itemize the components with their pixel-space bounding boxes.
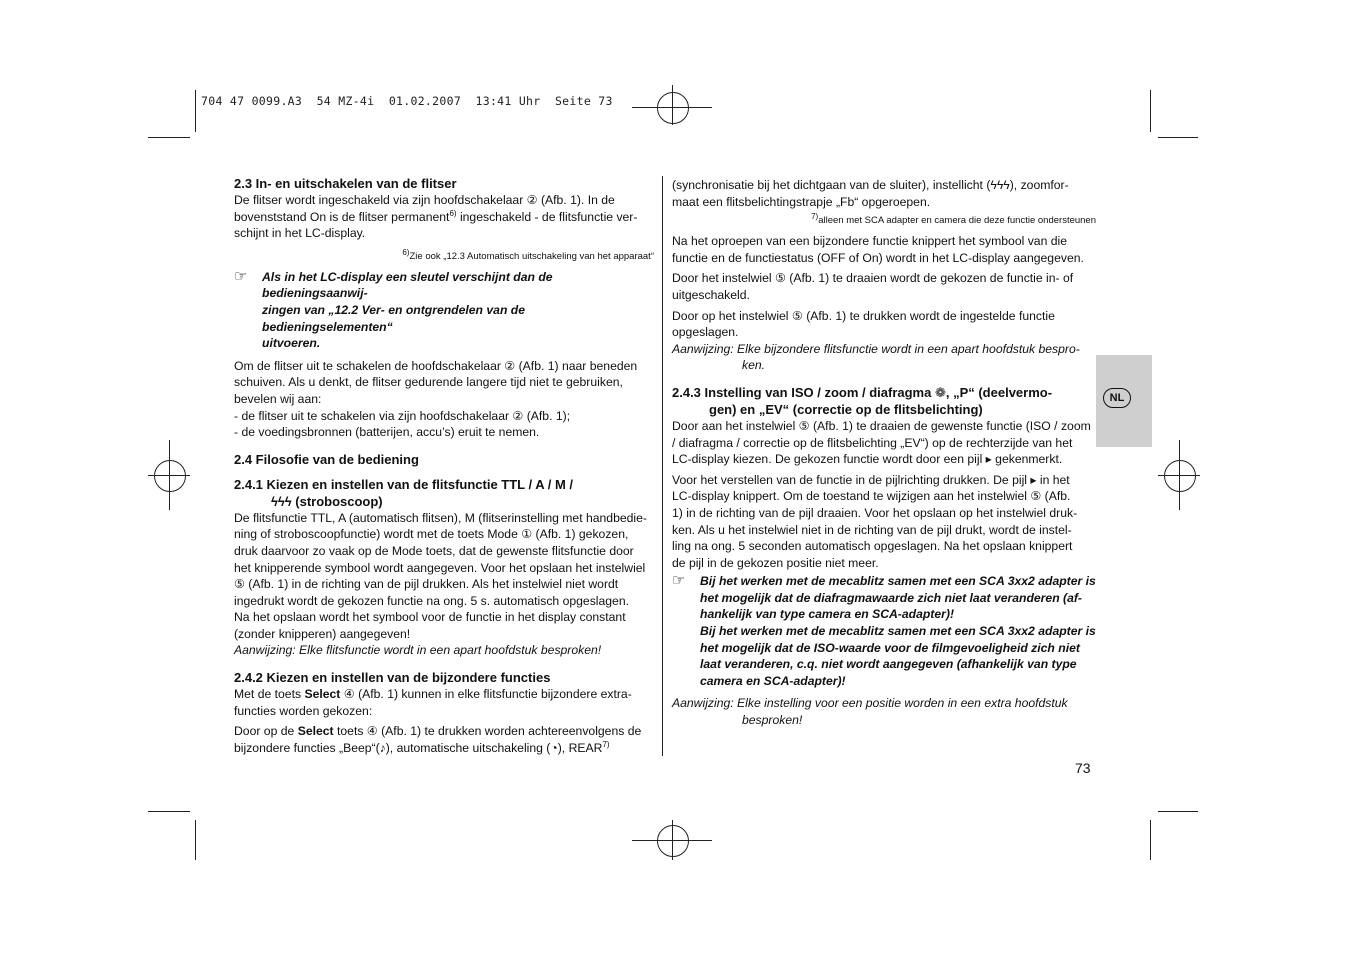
crop-mark bbox=[195, 820, 196, 860]
registration-mark-left bbox=[148, 440, 190, 510]
note-line: Aanwijzing: Elke bijzondere flitsfunctie wordt in een apart hoofdstuk bespro- bbox=[672, 341, 1080, 356]
text-line: Door het instelwiel ⑤ (Afb. 1) te draaien wordt de gekozen de functie in- of bbox=[672, 271, 1074, 286]
crop-mark bbox=[1158, 137, 1198, 138]
text-line: opgeslagen. bbox=[672, 325, 739, 340]
text-line: druk daarvoor zo vaak op de Mode toets, dat de gewenste flitsfunctie door bbox=[234, 543, 634, 558]
text-line: Om de flitser uit te schakelen de hoofdschakelaar ② (Afb. 1) naar beneden bbox=[234, 358, 638, 373]
text-line: schuiven. Als u denkt, de flitser gedurende langere tijd niet te gebruiken, bbox=[234, 375, 623, 390]
crop-mark bbox=[1150, 820, 1151, 860]
text-line: / diafragma / correctie op de flitsbelichting „EV“) op de rechterzijde van het bbox=[672, 435, 1073, 450]
subsection-heading: 2.4.2 Kiezen en instellen van de bijzondere functies bbox=[234, 670, 551, 686]
text-line: LC-display knippert. Om de toestand te wijzigen aan het instelwiel ⑤ (Afb. bbox=[672, 489, 1071, 504]
text-line: Na het oproepen van een bijzondere functie knippert het symbool van die bbox=[672, 234, 1067, 249]
text-line: Na het opslaan wordt het symbool voor de functie in het display constant bbox=[234, 610, 626, 625]
note-line: Aanwijzing: Elke instelling voor een positie worden in een extra hoofdstuk bbox=[672, 696, 1068, 711]
text-line: (synchronisatie bij het dichtgaan van de sluiter), instellicht (ϟϟϟ), zoomfor- bbox=[672, 178, 1069, 192]
print-header: 704 47 0099.A3 54 MZ-4i 01.02.2007 13:41 Uhr Seite 73 bbox=[201, 94, 613, 108]
text-line: functie en de functiestatus (OFF of On) wordt in het LC-display aangegeven. bbox=[672, 250, 1084, 265]
text-line: - de flitser uit te schakelen via zijn hoofdschakelaar ② (Afb. 1); bbox=[234, 408, 571, 423]
registration-mark-top bbox=[632, 85, 712, 125]
note-line: besproken! bbox=[742, 713, 803, 728]
text-line: LC-display kiezen. De gekozen functie wordt door een pijl ▸ gekenmerkt. bbox=[672, 452, 1063, 467]
registration-mark-bottom bbox=[632, 820, 712, 860]
pointing-hand-icon: ☞ bbox=[234, 267, 248, 285]
right-column bbox=[672, 177, 1096, 729]
text-line: Voor het verstellen van de functie in de pijlrichting drukken. De pijl ▸ in het bbox=[672, 472, 1070, 487]
auto-off-icon: ◔ bbox=[550, 740, 558, 755]
note-line: ken. bbox=[742, 358, 766, 373]
text-line: bevelen wij aan: bbox=[234, 391, 322, 406]
left-column bbox=[234, 175, 654, 756]
pointing-hand-icon: ☞ bbox=[672, 572, 686, 590]
beep-icon: ♪ bbox=[379, 740, 386, 755]
text-line: ning of stroboscoopfunctie) wordt met de toets Mode ① (Afb. 1) gekozen, bbox=[234, 527, 629, 542]
text-line: bovenststand On is de flitser permanent$^{6)}$ ingeschakeld - de flitsfunctie ver- bbox=[234, 208, 638, 224]
section-heading: 2.3 In- en uitschakelen van de flitser bbox=[234, 176, 457, 191]
crop-mark bbox=[148, 137, 190, 138]
warning-note: ☞ Bij het werken met de mecablitz samen met een SCA 3xx2 adapter is het mogelijk dat de diafragmawaarde zich niet laat veranderen (af- hankelijk van type camera en SCA-adapter)! Bij het werken met de mecablitz samen met een SCA 3xx2 adapter is het mogelijk dat de ISO-waarde voor de filmgevoeligheid zich niet laat veranderen, c.q. niet wordt aangegeven (afhankelijk van type camera en SCA-adapter)! bbox=[672, 572, 1096, 688]
text-line: De flitsfunctie TTL, A (automatisch flitsen), M (flitserinstelling met handbedie- bbox=[234, 510, 647, 525]
language-badge: NL bbox=[1103, 388, 1131, 408]
text-line: ling na ong. 5 seconden automatisch opgeslagen. Na het opslaan knippert bbox=[672, 539, 1073, 554]
footnote: $^{6)}$Zie ook „12.3 Automatisch uitschakeling van het apparaat“ bbox=[402, 247, 654, 262]
text-line: ingedrukt wordt de gekozen functie na ong. 5 s. automatisch opgeslagen. bbox=[234, 593, 629, 608]
subsection-heading: 2.4.3 Instelling van ISO / zoom / diafragma ❁, „P“ (deelvermo- bbox=[672, 384, 1053, 400]
subsection-heading: gen) en „EV“ (correctie op de flitsbelichting) bbox=[709, 401, 983, 417]
column-divider bbox=[662, 176, 663, 756]
subsection-heading: ϟϟϟ (stroboscoop) bbox=[271, 493, 383, 509]
text-line: bijzondere functies „Beep“(♪), automatische uitschakeling (◔), REAR$^{7)}$ bbox=[234, 739, 610, 755]
text-line: ken. Als u het instelwiel niet in de richting van de pijl drukt, wordt de instel- bbox=[672, 522, 1072, 537]
text-line: de pijl in de gekozen positie niet meer. bbox=[672, 555, 879, 570]
text-line: uitgeschakeld. bbox=[672, 287, 750, 302]
subsection-heading: 2.4.1 Kiezen en instellen van de flitsfunctie TTL / A / M / bbox=[234, 476, 574, 492]
text-line: 1) in de richting van de pijl draaien. Voor het opslaan op het instelwiel druk- bbox=[672, 505, 1078, 520]
text-line: het knipperende symbool wordt aangegeven. Voor het opslaan het instelwiel bbox=[234, 560, 646, 575]
note-line: Aanwijzing: Elke flitsfunctie wordt in een apart hoofdstuk besproken! bbox=[234, 643, 602, 658]
warning-note: ☞ Als in het LC-display een sleutel verschijnt dan de bedieningsaanwij- zingen van „12.2 Ver- en ontgrendelen van de bedieningselementen“ uitvoeren. bbox=[234, 267, 553, 351]
text-line: functies worden gekozen: bbox=[234, 703, 373, 718]
text-line: Door op het instelwiel ⑤ (Afb. 1) te drukken wordt de ingestelde functie bbox=[672, 308, 1055, 323]
text-line: Door op de Select toets ④ (Afb. 1) te drukken worden achtereenvolgens de bbox=[234, 724, 642, 739]
text-line: - de voedingsbronnen (batterijen, accu’s) eruit te nemen. bbox=[234, 425, 540, 440]
text-line: Door aan het instelwiel ⑤ (Afb. 1) te draaien de gewenste functie (ISO / zoom bbox=[672, 418, 1091, 433]
crop-mark bbox=[195, 90, 196, 132]
text-line: ⑤ (Afb. 1) in de richting van de pijl drukken. Als het instelwiel niet wordt bbox=[234, 577, 619, 592]
page-number: 73 bbox=[1075, 760, 1091, 776]
text-line: De flitser wordt ingeschakeld via zijn hoofdschakelaar ② (Afb. 1). In de bbox=[234, 193, 615, 207]
text-line: maat een flitsbelichtingstrapje „Fb“ opgeroepen. bbox=[672, 194, 931, 209]
registration-mark-right bbox=[1158, 440, 1200, 510]
footnote: $^{7)}$alleen met SCA adapter en camera die deze functie ondersteunen bbox=[811, 212, 1096, 227]
crop-mark bbox=[1158, 811, 1198, 812]
section-heading: 2.4 Filosofie van de bediening bbox=[234, 451, 419, 467]
text-line: (zonder knipperen) aangegeven! bbox=[234, 626, 411, 641]
text-line: Met de toets Select ④ (Afb. 1) kunnen in elke flitsfunctie bijzondere extra- bbox=[234, 687, 632, 702]
text-line: schijnt in het LC-display. bbox=[234, 226, 366, 241]
crop-mark bbox=[1150, 90, 1151, 132]
crop-mark bbox=[148, 811, 190, 812]
